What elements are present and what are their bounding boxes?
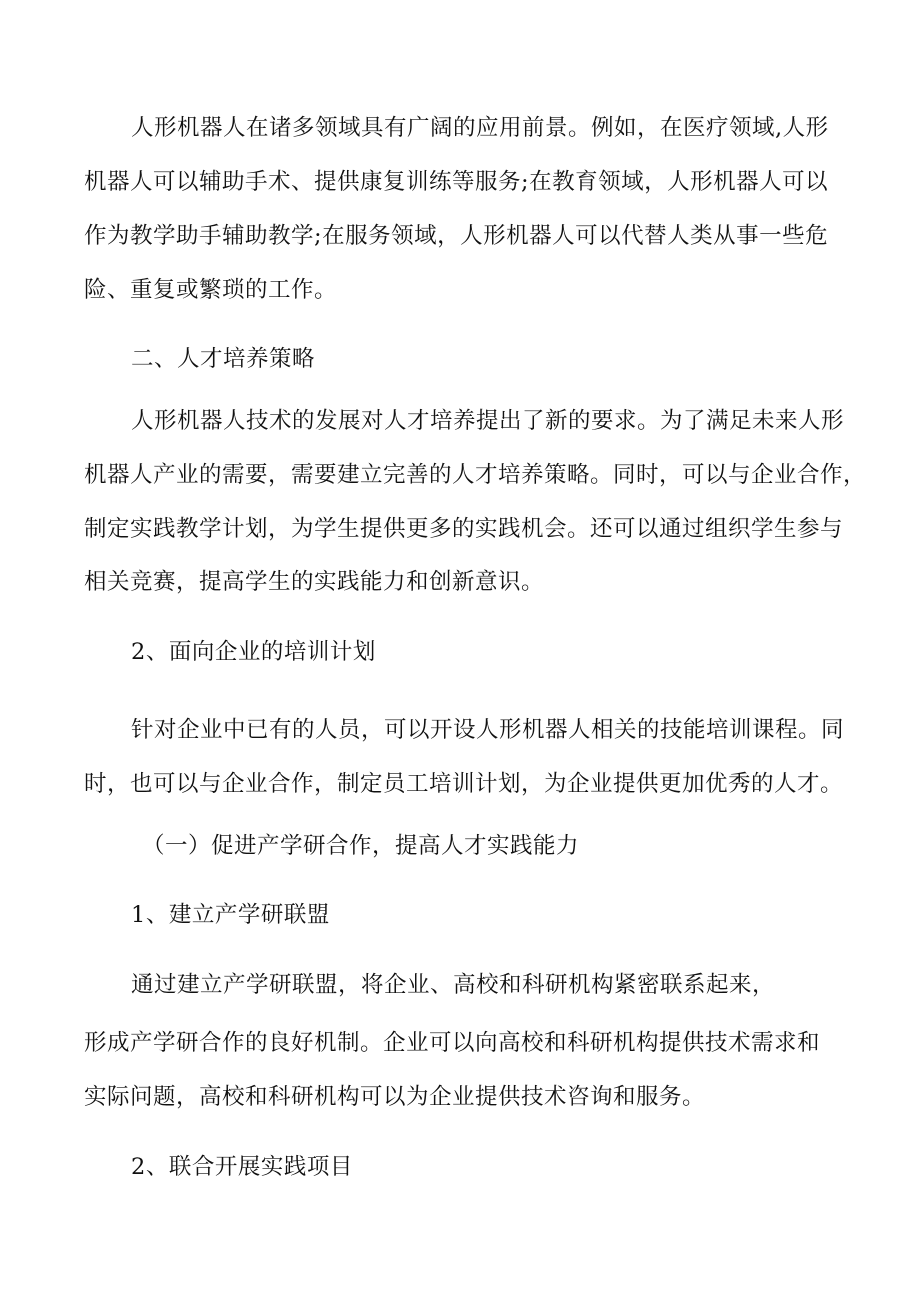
subsection-heading: 2、面向企业的培训计划	[131, 639, 376, 665]
subsection-heading: 2、联合开展实践项目	[131, 1154, 353, 1180]
section-heading: （一）促进产学研合作，提高人才实践能力	[142, 833, 580, 859]
paragraph-line: 作为教学助手辅助教学;在服务领域，人形机器人可以代替人类从事一些危	[84, 223, 829, 249]
paragraph-line: 险、重复或繁琐的工作。	[84, 277, 338, 303]
paragraph-line: 时，也可以与企业合作，制定员工培训计划，为企业提供更加优秀的人才。	[84, 771, 844, 797]
paragraph-line: 制定实践教学计划，为学生提供更多的实践机会。还可以通过组织学生参与	[84, 516, 844, 542]
paragraph-line: 人形机器人在诸多领域具有广阔的应用前景。例如，在医疗领域,人形	[131, 115, 829, 141]
paragraph-line: 实际问题，高校和科研机构可以为企业提供技术咨询和服务。	[84, 1084, 706, 1110]
paragraph-line: 机器人可以辅助手术、提供康复训练等服务;在教育领域，人形机器人可以	[84, 169, 829, 195]
paragraph-line: 通过建立产学研联盟，将企业、高校和科研机构紧密联系起来，	[131, 972, 776, 998]
subsection-heading: 1、建立产学研联盟	[131, 902, 330, 928]
paragraph-line: 机器人产业的需要，需要建立完善的人才培养策略。同时，可以与企业合作，	[84, 462, 867, 488]
paragraph-line: 人形机器人技术的发展对人才培养提出了新的要求。为了满足未来人形	[131, 408, 845, 434]
paragraph-line: 形成产学研合作的良好机制。企业可以向高校和科研机构提供技术需求和	[84, 1030, 821, 1056]
section-heading: 二、人才培养策略	[131, 346, 316, 372]
paragraph-line: 针对企业中已有的人员，可以开设人形机器人相关的技能培训课程。同	[131, 717, 845, 743]
paragraph-line: 相关竞赛，提高学生的实践能力和创新意识。	[84, 569, 545, 595]
